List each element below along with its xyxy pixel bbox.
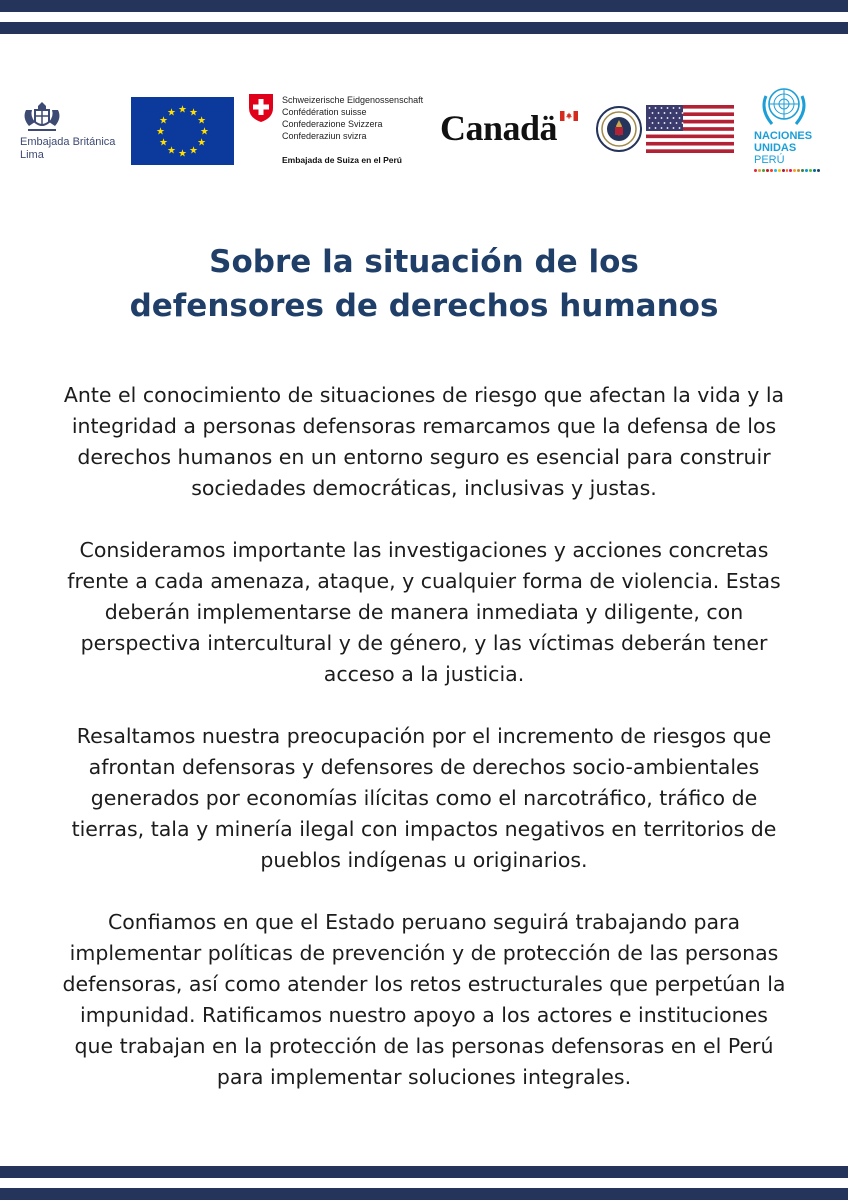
us-flag-star: [658, 112, 660, 114]
swiss-names: [282, 94, 423, 142]
top-band-inner: [0, 22, 848, 34]
un-line1: NACIONES: [754, 130, 813, 142]
paragraph-4: Confiamos en que el Estado peruano seguirá trabajando para implementar políticas de prevención y de protección de las personas defensoras, así como atender los retos estructurales que perpetúan la impunidad. Ratificamos nuestro apoyo a los actores e instituciones que trabajan en la protección de las personas defensoras en el Perú para implementar soluciones integrales.: [62, 910, 786, 1089]
us-flag-star: [649, 117, 651, 119]
us-flag-star: [661, 117, 663, 119]
us-flag-star: [658, 122, 660, 124]
us-flag-star: [667, 117, 669, 119]
un-emblem-icon: [756, 82, 812, 130]
us-flag-stripe: [646, 131, 734, 135]
us-flag-stripe: [646, 146, 734, 150]
us-flag-star: [676, 122, 678, 124]
canada-wordmark-text: Canadä: [440, 108, 558, 148]
us-flag-icon: [646, 105, 734, 153]
us-flag-star: [664, 112, 666, 114]
eu-star-icon: ★: [189, 107, 198, 119]
eu-star-icon: ★: [167, 145, 176, 157]
us-flag-star: [673, 117, 675, 119]
us-flag-star: [652, 122, 654, 124]
us-flag-star: [652, 112, 654, 114]
us-flag-star: [673, 127, 675, 129]
swiss-name-rm: Confederaziun svizra: [282, 131, 367, 141]
us-flag-star: [676, 112, 678, 114]
us-flag-star: [655, 107, 657, 109]
us-flag-star: [667, 127, 669, 129]
swiss-name-de: Schweizerische Eidgenossenschaft: [282, 95, 424, 105]
us-flag-star: [649, 127, 651, 129]
eu-star-icon: ★: [156, 126, 165, 138]
royal-crest-icon: [20, 98, 64, 136]
united-nations-peru-logo: [754, 82, 820, 172]
us-flag-star: [664, 122, 666, 124]
sdg-color-dots: [754, 169, 820, 172]
eu-star-icon: ★: [200, 126, 209, 138]
eu-flag-icon: [131, 97, 234, 165]
un-line2: UNIDAS: [754, 142, 797, 154]
swiss-embassy-label: Embajada de Suiza en el Perú: [282, 155, 402, 165]
us-flag-stripe: [646, 149, 734, 153]
us-flag-star: [670, 112, 672, 114]
swiss-name-it: Confederazione Svizzera: [282, 119, 383, 129]
canada-wordmark: [440, 108, 580, 148]
us-flag-stripe: [646, 138, 734, 142]
title-line1: Sobre la situación de los: [209, 244, 639, 280]
uk-embassy-line1: Embajada Británica: [20, 136, 116, 148]
partner-logos: [0, 80, 848, 180]
swiss-name-fr: Confédération suisse: [282, 107, 367, 117]
eu-star-icon: ★: [178, 148, 187, 160]
us-flag-star: [679, 127, 681, 129]
title-line2: defensores de derechos humanos: [129, 288, 719, 324]
paragraph-1: Ante el conocimiento de situaciones de riesgo que afectan la vida y la integridad a personas defensoras remarcamos que la defensa de los derechos humanos en un entorno seguro es esencial para construir sociedades democráticas, inclusivas y justas.: [63, 383, 785, 500]
british-embassy-logo: [20, 98, 130, 162]
statement-body: [60, 380, 788, 1124]
eu-star-icon: ★: [197, 137, 207, 149]
us-flag-star: [661, 107, 663, 109]
us-flag-star: [649, 107, 651, 109]
eu-star-icon: ★: [158, 115, 168, 127]
bottom-band-inner: [0, 1166, 848, 1178]
eu-star-icon: ★: [178, 104, 187, 116]
us-department-seal-icon: [596, 106, 642, 152]
us-flag-star: [682, 112, 684, 114]
page-title: [0, 240, 848, 328]
us-flag-star: [661, 127, 663, 129]
un-line3: PERÚ: [754, 154, 785, 166]
paragraph-3: Resaltamos nuestra preocupación por el incremento de riesgos que afrontan defensoras y defensores de derechos socio-ambientales generados por economías ilícitas como el narcotráfico, tráfico de tierras, tala y minería ilegal con impactos negativos en territorios de pueblos indígenas u originarios.: [71, 724, 777, 872]
us-flag-star: [679, 107, 681, 109]
paragraph-2: Consideramos importante las investigaciones y acciones concretas frente a cada amenaza, ataque, y cualquier forma de violencia. Estas deberán implementarse de manera inmediata y diligente, con perspectiva intercultural y de género, y las víctimas deberán tener acceso a la justicia.: [67, 538, 781, 686]
uk-embassy-line2: Lima: [20, 149, 44, 161]
eu-star-icon: ★: [167, 107, 176, 119]
us-flag-star: [679, 117, 681, 119]
us-flag-star: [682, 122, 684, 124]
us-flag-star: [673, 107, 675, 109]
canada-flag-icon: [560, 111, 578, 121]
us-flag-star: [667, 107, 669, 109]
us-flag-stripe: [646, 135, 734, 139]
us-flag-star: [670, 122, 672, 124]
swiss-shield-icon: [248, 93, 274, 123]
eu-star-icon: ★: [189, 145, 198, 157]
bottom-band-outer: [0, 1188, 848, 1200]
eu-star-icon: ★: [197, 115, 207, 127]
us-flag-stripe: [646, 142, 734, 146]
us-flag-star: [655, 117, 657, 119]
top-band-outer: [0, 0, 848, 12]
eu-star-icon: ★: [158, 137, 168, 149]
us-flag-star: [655, 127, 657, 129]
